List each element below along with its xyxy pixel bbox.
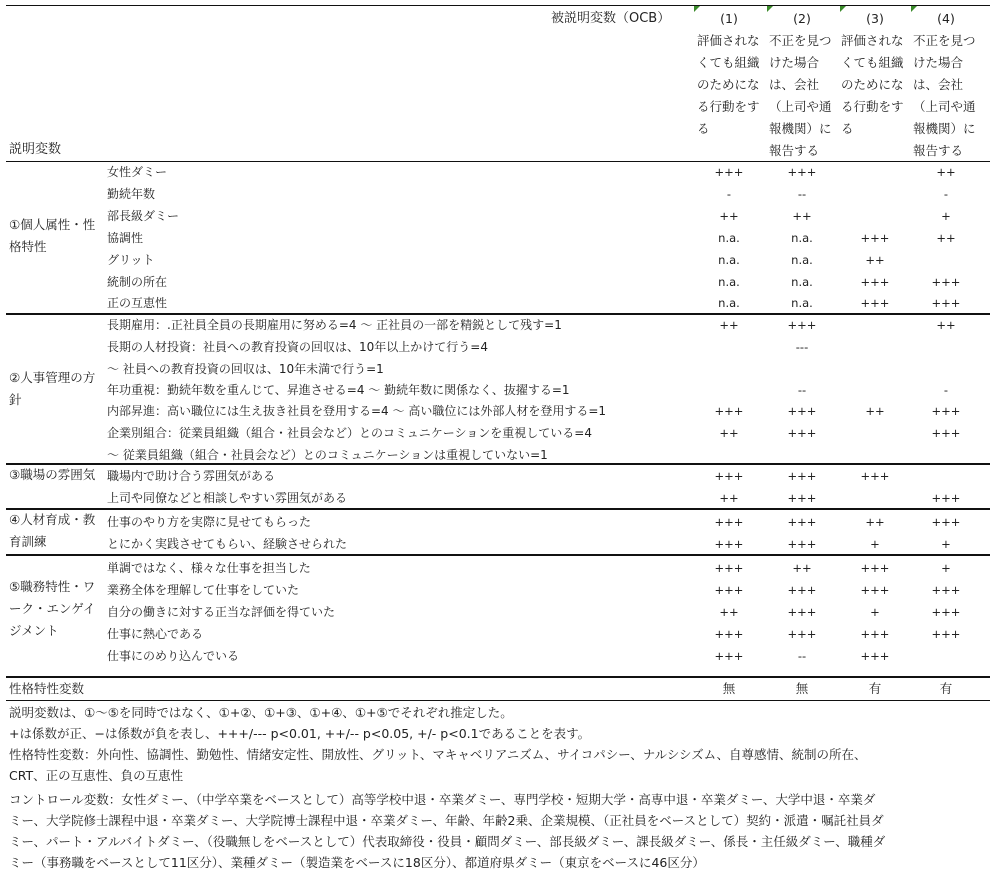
header-divider xyxy=(6,161,990,162)
cell: +++ xyxy=(787,426,817,440)
cell: ++ xyxy=(719,426,739,440)
group-divider xyxy=(6,313,990,315)
row-label: 正の互恵性 xyxy=(107,296,168,310)
cell: ++ xyxy=(792,209,812,223)
row-label: グリット xyxy=(107,253,155,267)
cell: +++ xyxy=(931,404,961,418)
cell: +++ xyxy=(714,649,744,663)
cell: +++ xyxy=(714,583,744,597)
group-label-4: ④人材育成・教育訓練 xyxy=(9,512,96,549)
cell: n.a. xyxy=(791,275,813,289)
note-line: CRT、正の互恵性、負の互恵性 xyxy=(9,768,184,783)
cell: +++ xyxy=(860,296,890,310)
cell: n.a. xyxy=(791,296,813,310)
cell: ++ xyxy=(865,253,885,267)
group-divider xyxy=(6,676,990,678)
cell: +++ xyxy=(787,165,817,179)
cell: +++ xyxy=(931,605,961,619)
cell: -- xyxy=(797,187,807,201)
cell: +++ xyxy=(787,469,817,483)
cell: 無 xyxy=(722,681,736,696)
note-line: コントロール変数：女性ダミー、（中学卒業をベースとして）高等学校中退・卒業ダミー、専門学校・短期大学・高専中退・卒業ダミー、大学中退・卒業ダ xyxy=(9,792,876,807)
row-label: 単調ではなく、様々な仕事を担当した xyxy=(107,561,311,575)
cell: --- xyxy=(795,340,809,354)
cell: ++ xyxy=(792,561,812,575)
note-line: 性格特性変数：外向性、協調性、勤勉性、情緒安定性、開放性、グリット、マキャベリアニズム、サイコパシー、ナルシシズム、自尊感情、統制の所在、 xyxy=(9,747,867,762)
column-number-1: (1) xyxy=(720,11,738,26)
row-label: 仕事にのめり込んでいる xyxy=(107,649,240,663)
cell: ++ xyxy=(719,209,739,223)
row-label: 長期雇用：.正社員全員の長期雇用に努める=4 〜 正社員の一部を精鋭として残す=1 xyxy=(107,318,562,332)
cell: +++ xyxy=(787,318,817,332)
row-label: 内部昇進：高い職位には生え抜き社員を登用する=4 〜 高い職位には外部人材を登用する=1 xyxy=(107,404,607,418)
cell: n.a. xyxy=(718,296,740,310)
cell: ++ xyxy=(719,605,739,619)
row-label: 勤続年数 xyxy=(107,187,156,201)
cell: +++ xyxy=(860,561,890,575)
cell: - xyxy=(726,187,732,201)
cell: +++ xyxy=(931,491,961,505)
row-label: 年功重視：勤続年数を重んじて、昇進させる=4 〜 勤続年数に関係なく、抜擢する=1 xyxy=(107,383,570,397)
cell: + xyxy=(941,561,951,575)
cell: +++ xyxy=(787,627,817,641)
group-label-5: ⑤職務特性・ワーク・エンゲイジメント xyxy=(9,579,96,638)
cell: + xyxy=(941,209,951,223)
row-label: とにかく実践させてもらい、経験させられた xyxy=(107,537,348,551)
cell: n.a. xyxy=(718,231,740,245)
dependent-variable-label: 被説明変数（OCB） xyxy=(551,11,671,26)
cell: - xyxy=(943,187,949,201)
note-line: 説明変数は、①〜⑤を同時ではなく、①+②、①+③、①+④、①+⑤でそれぞれ推定した。 xyxy=(9,705,513,720)
note-line: ミー、パート・アルバイトダミー、（役職無しをベースとして）代表取締役・役員・顧問ダミー、部長級ダミー、課長級ダミー、係長・主任級ダミー、職種ダ xyxy=(9,834,886,849)
cell: n.a. xyxy=(791,231,813,245)
cell: ++ xyxy=(865,404,885,418)
cell: ++ xyxy=(865,515,885,529)
column-description-3: 評価されなくても組織のためになる行動をする xyxy=(841,33,904,136)
cell: +++ xyxy=(787,537,817,551)
column-description-2: 不正を見つけた場合は、会社（上司や通報機関）に報告する xyxy=(769,33,832,158)
row-label: 仕事に熱心である xyxy=(107,627,204,641)
row-label: 部長級ダミー xyxy=(107,209,180,223)
note-line: +は係数が正、−は係数が負を表し、+++/--- p<0.01, ++/-- p<0.05, +/- p<0.1であることを表す。 xyxy=(9,726,591,741)
cell: +++ xyxy=(787,583,817,597)
row-label: 企業別組合：従業員組織（組合・社員会など）とのコミュニケーションを重視している=4 xyxy=(107,426,592,440)
cell: +++ xyxy=(860,583,890,597)
cell: +++ xyxy=(931,515,961,529)
cell: 有 xyxy=(939,681,953,696)
cell: +++ xyxy=(787,491,817,505)
note-line: ミー、大学院修士課程中退・卒業ダミー、大学院博士課程中退・卒業ダミー、年齢、年齢2乗、企業規模、（正社員をベースとして）契約・派遣・嘱託社員ダ xyxy=(9,813,884,828)
column-number-2: (2) xyxy=(793,11,811,26)
cell: +++ xyxy=(714,404,744,418)
column-description-4: 不正を見つけた場合は、会社（上司や通報機関）に報告する xyxy=(913,33,976,158)
row-label: 女性ダミー xyxy=(107,165,168,179)
cell: +++ xyxy=(787,404,817,418)
group-divider xyxy=(6,554,990,556)
group-label-1: ①個人属性・性格特性 xyxy=(9,217,96,254)
cell: ++ xyxy=(936,231,956,245)
cell: +++ xyxy=(931,426,961,440)
row-label: 上司や同僚などと相談しやすい雰囲気がある xyxy=(107,491,348,505)
cell: n.a. xyxy=(791,253,813,267)
cell: + xyxy=(870,537,880,551)
cell: ++ xyxy=(719,318,739,332)
cell: -- xyxy=(797,383,807,397)
cell: +++ xyxy=(931,583,961,597)
note-line: ミー（事務職をベースとして11区分）、業種ダミー（製造業をベースに18区分）、都道府県ダミー（東京をベースに46区分） xyxy=(9,855,705,870)
cell: - xyxy=(943,383,949,397)
cell: ++ xyxy=(936,318,956,332)
cell: +++ xyxy=(787,515,817,529)
row-label: 仕事のやり方を実際に見せてもらった xyxy=(107,515,312,529)
cell: +++ xyxy=(714,469,744,483)
explanatory-variable-label: 説明変数 xyxy=(9,142,62,157)
group-divider xyxy=(6,508,990,510)
row-label: 〜 従業員組織（組合・社員会など）とのコミュニケーションは重視していない=1 xyxy=(107,448,548,462)
cell: +++ xyxy=(931,275,961,289)
cell: ++ xyxy=(936,165,956,179)
row-label: 自分の働きに対する正当な評価を得ていた xyxy=(107,605,336,619)
row-label: 統制の所在 xyxy=(107,275,168,289)
cell: n.a. xyxy=(718,275,740,289)
cell: +++ xyxy=(860,231,890,245)
row-label: 〜 社員への教育投資の回収は、10年未満で行う=1 xyxy=(107,362,384,376)
row-label: 職場内で助け合う雰囲気がある xyxy=(107,469,276,483)
cell: +++ xyxy=(931,296,961,310)
row-label: 協調性 xyxy=(107,231,144,245)
personality-row-label: 性格特性変数 xyxy=(9,681,85,696)
cell: +++ xyxy=(787,605,817,619)
table-bottom-border xyxy=(6,700,990,701)
cell: +++ xyxy=(860,627,890,641)
cell: +++ xyxy=(714,537,744,551)
group-label-2: ②人事管理の方針 xyxy=(9,370,96,407)
cell: +++ xyxy=(714,165,744,179)
cell: 有 xyxy=(868,681,882,696)
column-number-3: (3) xyxy=(866,11,884,26)
cell: +++ xyxy=(931,627,961,641)
group-label-3: ③職場の雰囲気 xyxy=(9,467,96,482)
cell: +++ xyxy=(714,627,744,641)
group-divider xyxy=(6,463,990,465)
cell: 無 xyxy=(795,681,809,696)
cell: +++ xyxy=(714,561,744,575)
cell: -- xyxy=(797,649,807,663)
cell: +++ xyxy=(714,515,744,529)
row-label: 長期の人材投資：社員への教育投資の回収は、10年以上かけて行う=4 xyxy=(107,340,488,354)
column-number-4: (4) xyxy=(937,11,955,26)
cell: +++ xyxy=(860,469,890,483)
row-label: 業務全体を理解して仕事をしていた xyxy=(107,583,300,597)
cell: + xyxy=(941,537,951,551)
cell: +++ xyxy=(860,275,890,289)
cell: + xyxy=(870,605,880,619)
cell: n.a. xyxy=(718,253,740,267)
column-description-1: 評価されなくても組織のためになる行動をする xyxy=(697,33,760,136)
cell: ++ xyxy=(719,491,739,505)
cell: +++ xyxy=(860,649,890,663)
